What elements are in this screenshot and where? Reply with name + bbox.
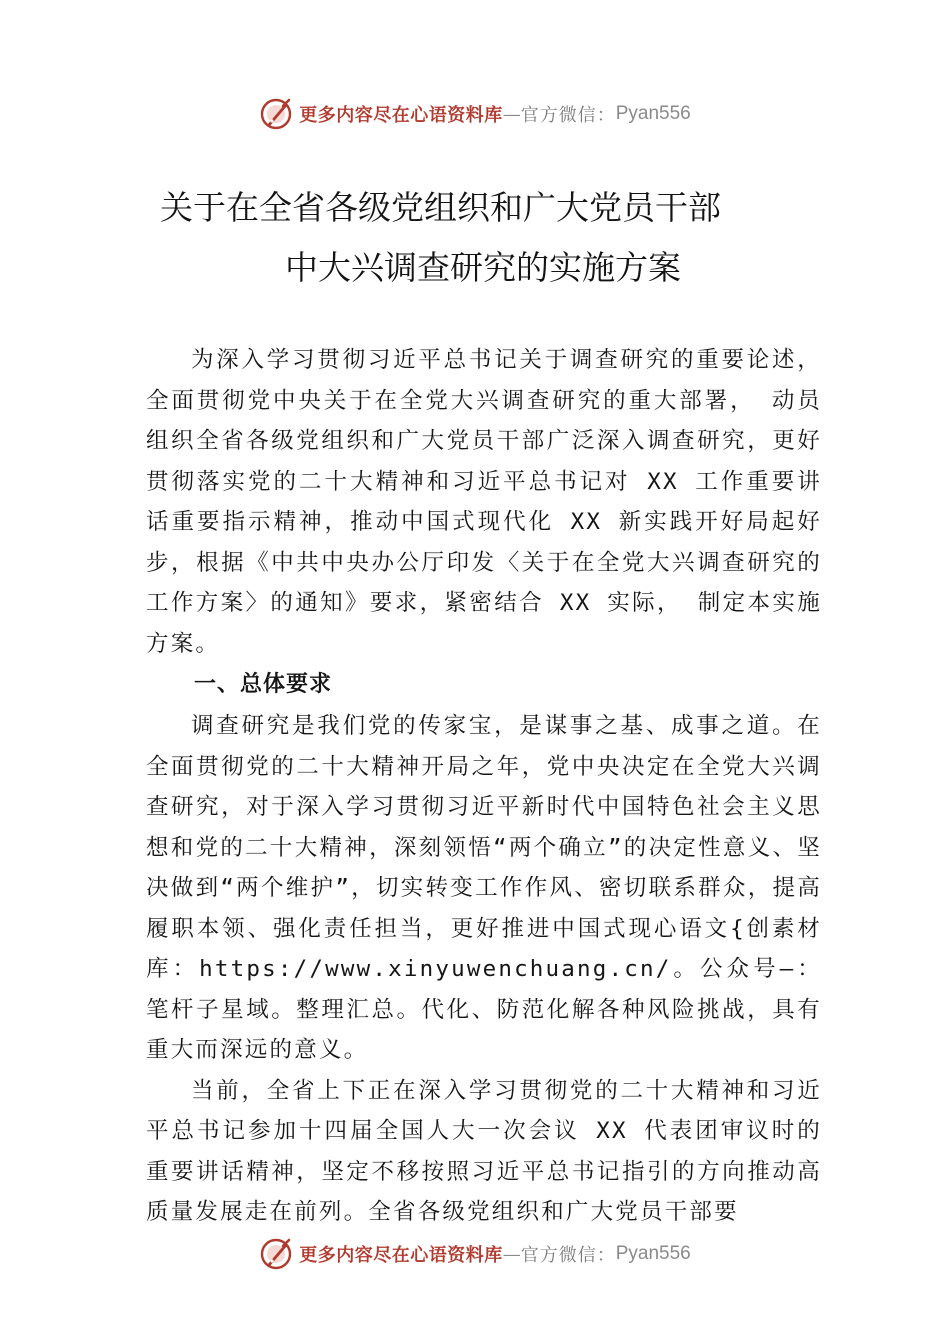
watermark-brand: 更多内容尽在心语资料库: [299, 1245, 503, 1266]
watermark-label: 官方微信：: [520, 1245, 616, 1266]
paragraph-significance: 调查研究是我们党的传家宝，是谋事之基、成事之道。在全面贯彻党的二十大精神开局之年，党中央决定在全党大兴调查研究，对于深入学习贯彻习近平新时代中国特色社会主义思想和党的二十大精神，深刻领悟“两个确立”的决定性意义、坚决做到“两个维护”，切实转变工作作风、密切联系群众，提高履职本领、强化责任担当，更好推进中国式现心语文{创素材库：https://www.xinyuwenchuang.cn/。公众号—：笔杆子星域。整理汇总。代化、防范化解各种风险挑战，具有重大而深远的意义。: [146, 713, 822, 1063]
watermark-separator: —: [502, 1243, 521, 1265]
watermark-wechat-id: Pyan556: [615, 103, 691, 124]
watermark-separator: —: [502, 103, 521, 125]
pen-nib-seal-icon: [259, 97, 293, 131]
document-title-line-2: 中大兴调查研究的实施方案: [285, 248, 681, 287]
document-body: [146, 340, 822, 1233]
watermark-wechat-id: Pyan556: [615, 1243, 691, 1264]
document-title-line-1: 关于在全省各级党组织和广大党员干部: [160, 188, 721, 227]
watermark-footer: [0, 1232, 950, 1276]
paragraph-current-situation: 当前，全省上下正在深入学习贯彻党的二十大精神和习近平总书记参加十四届全国人大一次会议 XX 代表团审议时的重要讲话精神，坚定不移按照习近平总书记指引的方向推动高质量发展走在前列。全省各级党组织和广大党员干部要: [146, 1077, 822, 1225]
watermark-header: [0, 92, 950, 136]
watermark-label: 官方微信：: [520, 105, 616, 126]
section-heading-overall-requirements: 一、总体要求: [194, 672, 333, 697]
paragraph-intro: 为深入学习贯彻习近平总书记关于调查研究的重要论述，全面贯彻党中央关于在全党大兴调查研究的重大部署， 动员组织全省各级党组织和广大党员干部广泛深入调查研究，更好贯彻落实党的二十大精神和习近平总书记对 XX 工作重要讲话重要指示精神，推动中国式现代化 XX 新实践开好局起好步，根据《中共中央办公厅印发〈关于在全党大兴调查研究的工作方案〉的通知》要求，紧密结合 XX 实际， 制定本实施方案。: [146, 347, 822, 657]
watermark-brand: 更多内容尽在心语资料库: [299, 105, 503, 126]
pen-nib-seal-icon: [259, 1237, 293, 1271]
